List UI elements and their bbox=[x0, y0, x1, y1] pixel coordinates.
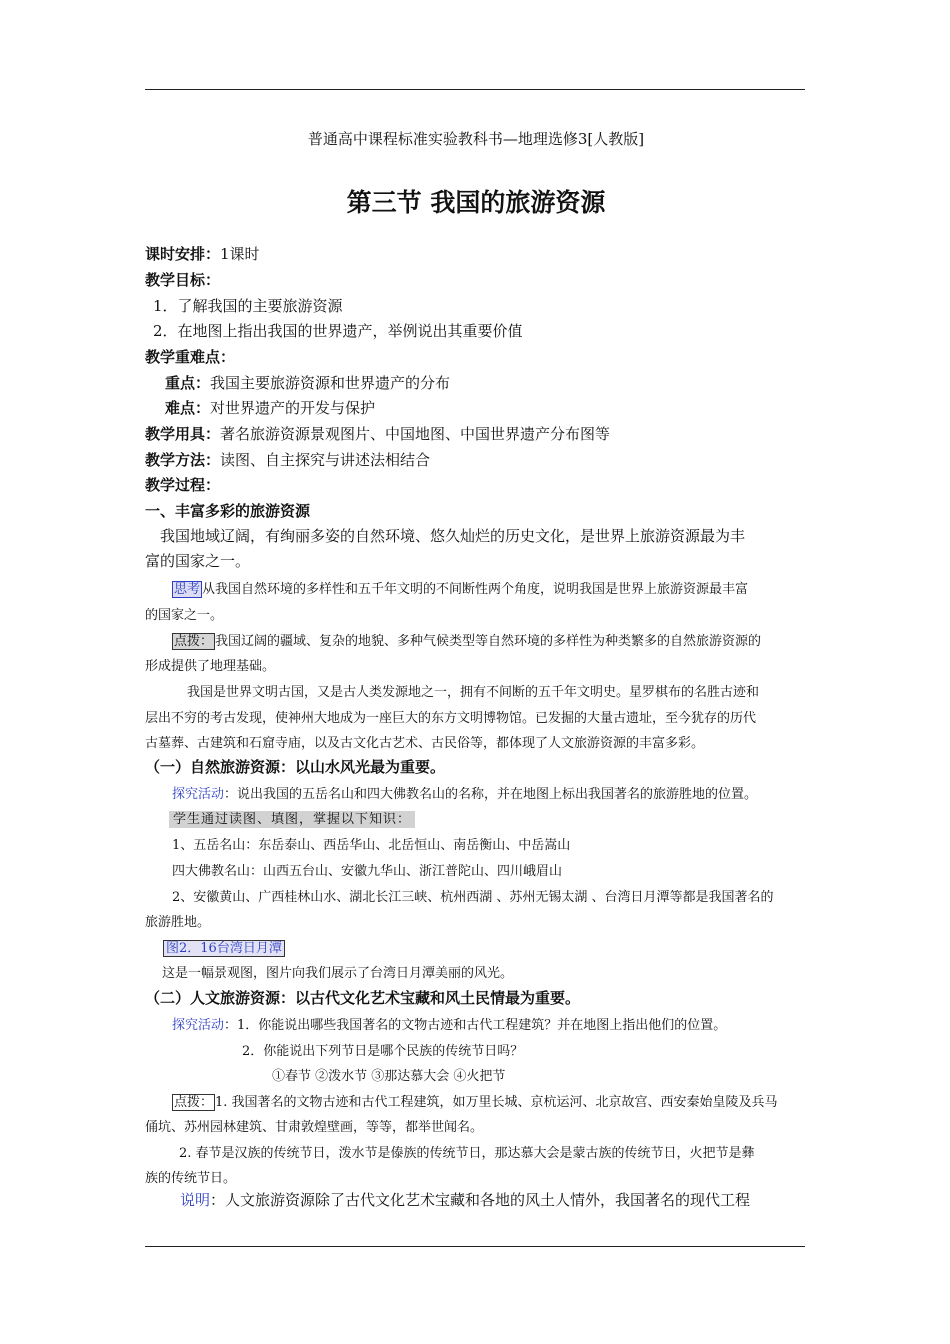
cultural-hint2-line2: 族的传统节日。 bbox=[145, 1171, 237, 1186]
civilization-line3: 古墓葬、古建筑和石窟寺庙，以及古文化古艺术、古民俗等，都体现了人文旅游资源的丰富多彩。 bbox=[145, 736, 705, 751]
tools-value: 著名旅游资源景观图片、中国地图、中国世界遗产分布图等 bbox=[220, 425, 611, 443]
cultural-question-1: ：1．你能说出哪些我国著名的文物古迹和古代工程建筑？并在地图上指出他们的位置。 bbox=[224, 1018, 727, 1033]
note-tag: 说明 bbox=[180, 1191, 211, 1209]
cultural-hint-tag: 点拨： bbox=[174, 1095, 214, 1110]
think-text-line1: 从我国自然环境的多样性和五千年文明的不间断性两个角度，说明我国是世界上旅游资源最丰富 bbox=[202, 582, 749, 597]
civilization-line2: 层出不穷的考古发现，使神州大地成为一座巨大的东方文明博物馆。已发掘的大量古遗址，至今犹存的历代 bbox=[145, 711, 757, 726]
figure-caption: 这是一幅景观图，图片向我们展示了台湾日月潭美丽的风光。 bbox=[162, 966, 514, 981]
item1-buddhist-mountains: 四大佛教名山：山西五台山、安徽九华山、浙江普陀山、四川峨眉山 bbox=[172, 864, 563, 879]
top-rule bbox=[145, 89, 805, 90]
natural-heading: （一）自然旅游资源：以山水风光最为重要。 bbox=[145, 758, 446, 776]
hint-text-line1: 我国辽阔的疆域、复杂的地貌、多种气候类型等自然环境的多样性为种类繁多的自然旅游资源的 bbox=[215, 634, 762, 649]
natural-activity-text: ：说出我国的五岳名山和四大佛教名山的名称，并在地图上标出我国著名的旅游胜地的位置。 bbox=[224, 787, 758, 802]
item2-line2: 旅游胜地。 bbox=[145, 915, 211, 930]
cultural-activity-line bbox=[172, 1014, 726, 1033]
tools-line bbox=[145, 423, 610, 444]
section1-heading: 一、丰富多彩的旅游资源 bbox=[145, 502, 311, 520]
key-label: 重点： bbox=[165, 374, 211, 392]
note-text: ：人文旅游资源除了古代文化艺术宝藏和各地的风土人情外，我国著名的现代工程 bbox=[210, 1191, 751, 1209]
hint-line1 bbox=[172, 630, 761, 649]
think-line1 bbox=[172, 578, 748, 597]
bottom-rule bbox=[145, 1246, 805, 1247]
figure-label[interactable]: 图2．16台湾日月潭 bbox=[163, 940, 285, 957]
think-tag: 思考 bbox=[174, 582, 201, 597]
goal-1: 1．了解我国的主要旅游资源 bbox=[153, 297, 343, 315]
item2-line1: 2、安徽黄山、广西桂林山水、湖北长江三峡、杭州西湖 、苏州无锡太湖 、台湾日月潭等都是我国著名的 bbox=[172, 890, 774, 905]
method-label: 教学方法： bbox=[145, 451, 221, 469]
hours-line bbox=[145, 243, 260, 264]
page-title: 第三节 我国的旅游资源 bbox=[346, 188, 606, 217]
header-title: 普通高中课程标准实验教科书—地理选修3[人教版] bbox=[307, 130, 645, 148]
tools-label: 教学用具： bbox=[145, 425, 221, 443]
hours-value: 1课时 bbox=[220, 245, 260, 263]
hours-label: 课时安排： bbox=[145, 245, 221, 263]
goals-label: 教学目标： bbox=[145, 271, 221, 289]
knowledge-highlight bbox=[169, 808, 415, 827]
goal-2: 2．在地图上指出我国的世界遗产，举例说出其重要价值 bbox=[153, 322, 523, 340]
hint-tag: 点拨： bbox=[174, 634, 214, 649]
figure-label-line bbox=[163, 937, 285, 956]
cultural-question-2: 2．你能说出下列节日是哪个民族的传统节日吗？ bbox=[242, 1044, 524, 1059]
civilization-line1: 我国是世界文明古国，又是古人类发源地之一，拥有不间断的五千年文明史。星罗棋布的名胜古迹和 bbox=[187, 685, 760, 700]
natural-activity-line bbox=[172, 783, 757, 802]
difficulty-value: 对世界遗产的开发与保护 bbox=[210, 399, 376, 417]
cultural-hint-line1 bbox=[172, 1091, 778, 1110]
cultural-activity-tag: 探究活动 bbox=[172, 1018, 225, 1033]
difficulty-label: 难点： bbox=[165, 399, 211, 417]
section1-intro-line2: 富的国家之一。 bbox=[145, 552, 251, 570]
section1-intro-line1: 我国地域辽阔，有绚丽多姿的自然环境、悠久灿烂的历史文化，是世界上旅游资源最为丰 bbox=[160, 527, 746, 545]
natural-activity-tag: 探究活动 bbox=[172, 787, 225, 802]
keypoints-label: 教学重难点： bbox=[145, 348, 236, 366]
hint-line2: 形成提供了地理基础。 bbox=[145, 659, 276, 674]
cultural-heading: （二）人文旅游资源：以古代文化艺术宝藏和风土民情最为重要。 bbox=[145, 989, 581, 1007]
key-line bbox=[165, 372, 450, 393]
process-label: 教学过程： bbox=[145, 476, 221, 494]
cultural-hint1-text: 1. 我国著名的文物古迹和古代工程建筑，如万里长城、京杭运河、北京故宫、西安秦始皇陵及兵马 bbox=[215, 1095, 778, 1110]
method-value: 读图、自主探究与讲述法相结合 bbox=[220, 451, 431, 469]
difficulty-line bbox=[165, 397, 375, 418]
think-line2: 的国家之一。 bbox=[145, 608, 224, 623]
method-line bbox=[145, 449, 430, 470]
key-value: 我国主要旅游资源和世界遗产的分布 bbox=[210, 374, 451, 392]
item1-five-mountains: 1、五岳名山：东岳泰山、西岳华山、北岳恒山、南岳衡山、中岳嵩山 bbox=[172, 838, 571, 853]
cultural-hint1-line2: 俑坑、苏州园林建筑、甘肃敦煌壁画，等等，都举世闻名。 bbox=[145, 1120, 484, 1135]
cultural-hint2-line1: 2. 春节是汉族的传统节日，泼水节是傣族的传统节日，那达慕大会是蒙古族的传统节日，火把节是彝 bbox=[179, 1146, 755, 1161]
note-line bbox=[180, 1189, 750, 1210]
festival-options: ①春节 ②泼水节 ③那达慕大会 ④火把节 bbox=[272, 1069, 506, 1084]
knowledge-highlight-text: 学生通过读图、填图，掌握以下知识： bbox=[169, 811, 415, 828]
